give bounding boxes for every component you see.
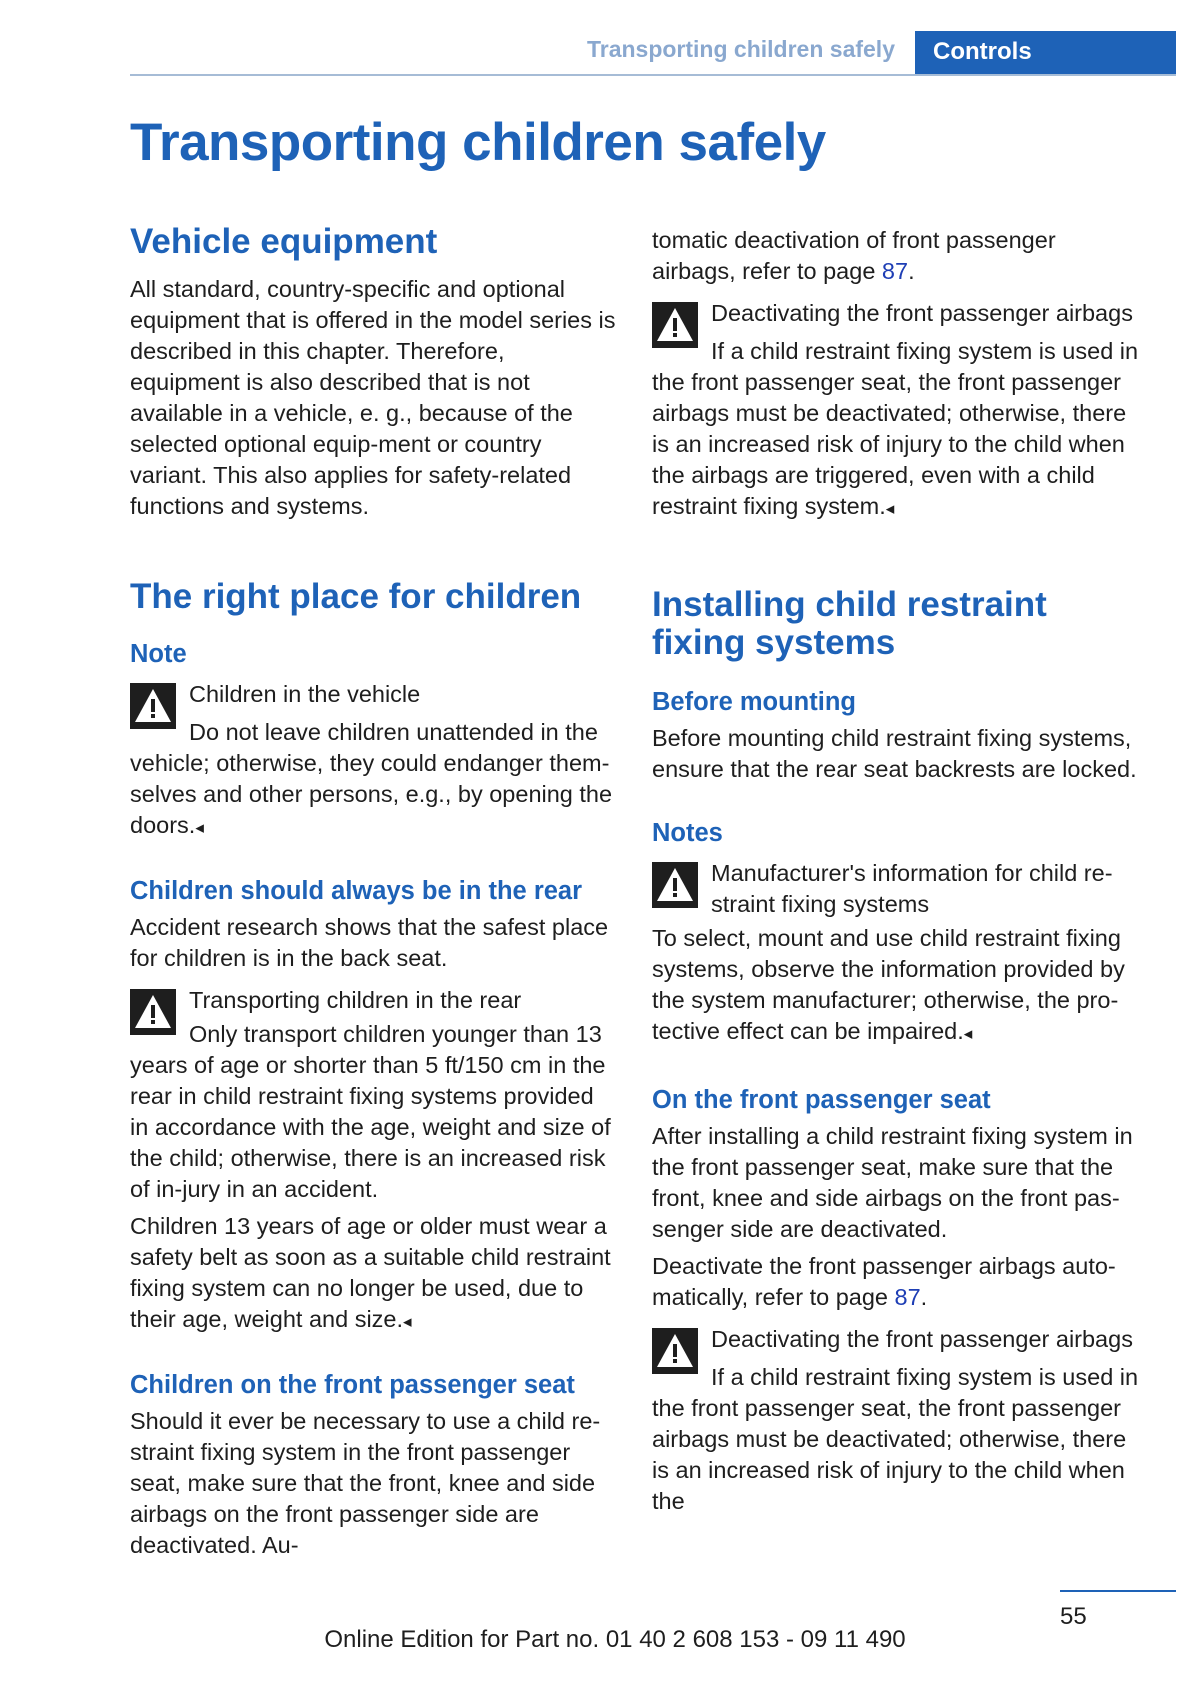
warning-triangle-icon	[652, 1328, 698, 1374]
page-number: 55	[1060, 1603, 1087, 1630]
warning-deactivate-airbags	[652, 298, 1140, 524]
page-reference-link[interactable]: 87	[881, 258, 909, 284]
notes-heading: Notes	[652, 819, 723, 847]
end-marker: ◂	[403, 1312, 412, 1331]
footer-edition-text: Online Edition for Part no. 01 40 2 608 153 - 09 11 490	[324, 1626, 906, 1653]
warning-manufacturer-info	[652, 858, 1140, 1049]
warning-deactivate-airbags-2	[652, 1324, 1140, 1517]
front-passenger-seat-text: After installing a child restraint fixing system in the front passenger seat, make sure that the front, knee and side airbags on the front pas-senger side are deactivated.	[652, 1123, 1133, 1242]
warning-triangle-icon	[652, 862, 698, 908]
rear-text: Accident research shows that the safest place for children is in the back seat.	[130, 914, 609, 971]
before-mounting-heading: Before mounting	[652, 688, 856, 716]
warning-triangle-icon	[652, 302, 698, 348]
warning-triangle-icon	[130, 989, 176, 1035]
warning-body: If a child restraint fixing system is used in the front passenger seat, the front passenger airbags must be deactivated; otherwise, there is an increased risk of injury to the child when the airbags are triggered, even with a child restraint fixing system.	[652, 338, 1139, 519]
header-rule	[130, 74, 1176, 76]
front-passenger-seat-heading: On the front passenger seat	[652, 1086, 991, 1114]
warning-body: If a child restraint fixing system is used in the front passenger seat, the front passenger airbags must be deactivated; otherwise, there is an increased risk of injury to the child when the	[652, 1364, 1139, 1514]
front-seat-text: Should it ever be necessary to use a child re-straint fixing system in the front passenger seat, make sure that the front, knee and side airbags on the front passenger side are deactivated. Au-	[130, 1408, 601, 1558]
right-place-heading: The right place for children	[130, 577, 582, 616]
before-mounting-text: Before mounting child restraint fixing systems, ensure that the rear seat backrests are locked.	[652, 725, 1137, 782]
footer-rule	[1060, 1590, 1176, 1592]
right-column: tomatic deactivation of front passenger airbags, refer to page 87. Deactivating the front passenger airbags If a child restraint fixing system is used in the front passenger seat, the front passenger airbags must be deactivated; otherwise, there is an increased risk of injury to the child when the airbags are triggered, even with a child restraint fixing system.◂ Installing child restraint fixing systems Before mounting Before mounting child restraint fixing systems, ensure that the rear seat backrests are locked. Notes Manufacturer's information for child re-straint fixing systems To select, mount and use child restraint fixing systems, observe the information provided by the system manufacturer; otherwise, the pro-tective effect can be impaired.◂ On the front passenger seat After installing a child restraint fixing system in the front passenger seat, make sure that the front, knee and side airbags on the front pas-senger side are deactivated. Deactivate the front passenger airbags auto-matically, refer to page 87. Deactivating the front passenger airbags If a child restraint fixing system is used in the front passenger seat, the front passenger airbags must be deactivated; otherwise, there is an increased risk of injury to the child when the	[652, 225, 1140, 1517]
warning-body: Only transport children younger than 13 years of age or shorter than 5 ft/150 cm in the rear in child restraint fixing systems provided in accordance with the age, weight and size of the child; otherwise, there is an increased risk of in-jury in an accident.	[130, 1021, 611, 1202]
end-marker: ◂	[885, 499, 895, 518]
continued-text: tomatic deactivation of front passenger airbags, refer to page	[652, 227, 1056, 284]
front-seat-heading: Children on the front passenger seat	[130, 1371, 575, 1399]
installing-heading: Installing child restraint fixing systems	[652, 585, 1047, 662]
warning-title: Manufacturer's information for child re-straint fixing systems	[711, 860, 1113, 917]
header-section-title: Transporting children safely	[586, 36, 895, 62]
vehicle-equipment-heading: Vehicle equipment	[130, 222, 438, 261]
warning-body: To select, mount and use child restraint fixing systems, observe the information provided by the system manufacturer; otherwise, the pro-tective effect can be impaired.	[652, 925, 1125, 1044]
left-column	[130, 223, 618, 1561]
warning-triangle-icon	[130, 683, 176, 729]
warning-title: Children in the vehicle	[189, 681, 421, 707]
warning-title: Transporting children in the rear	[189, 987, 522, 1013]
end-marker: ◂	[963, 1024, 973, 1043]
header-chapter-tab: Controls	[915, 31, 1176, 76]
warning-body: Do not leave children unattended in the vehicle; otherwise, they could endanger them-selves and other persons, e.g., by opening the doors.	[130, 719, 613, 838]
warning-title: Deactivating the front passenger airbags	[711, 300, 1133, 326]
warning-children-in-vehicle	[130, 679, 618, 843]
warning-title: Deactivating the front passenger airbags	[711, 1326, 1133, 1352]
note-heading: Note	[130, 640, 187, 668]
page-title: Transporting children safely	[130, 113, 826, 172]
vehicle-equipment-text: All standard, country-specific and optional equipment that is offered in the model series is described in this chapter. Therefore, equipment is also described that is not available in a vehicle, e. g., because of the selected optional equip-ment or country variant. This also applies for safety-related functions and systems.	[130, 276, 616, 519]
end-marker: ◂	[195, 818, 204, 837]
page-reference-link[interactable]: 87	[894, 1284, 921, 1310]
warning-rear-transport	[130, 985, 618, 1337]
warning-body-continued: Children 13 years of age or older must wear a safety belt as soon as a suitable child restraint fixing system can no longer be used, due to their age, weight and size.	[130, 1213, 611, 1332]
front-passenger-seat-text-2: Deactivate the front passenger airbags auto-matically, refer to page	[652, 1253, 1116, 1310]
rear-heading: Children should always be in the rear	[130, 877, 583, 905]
